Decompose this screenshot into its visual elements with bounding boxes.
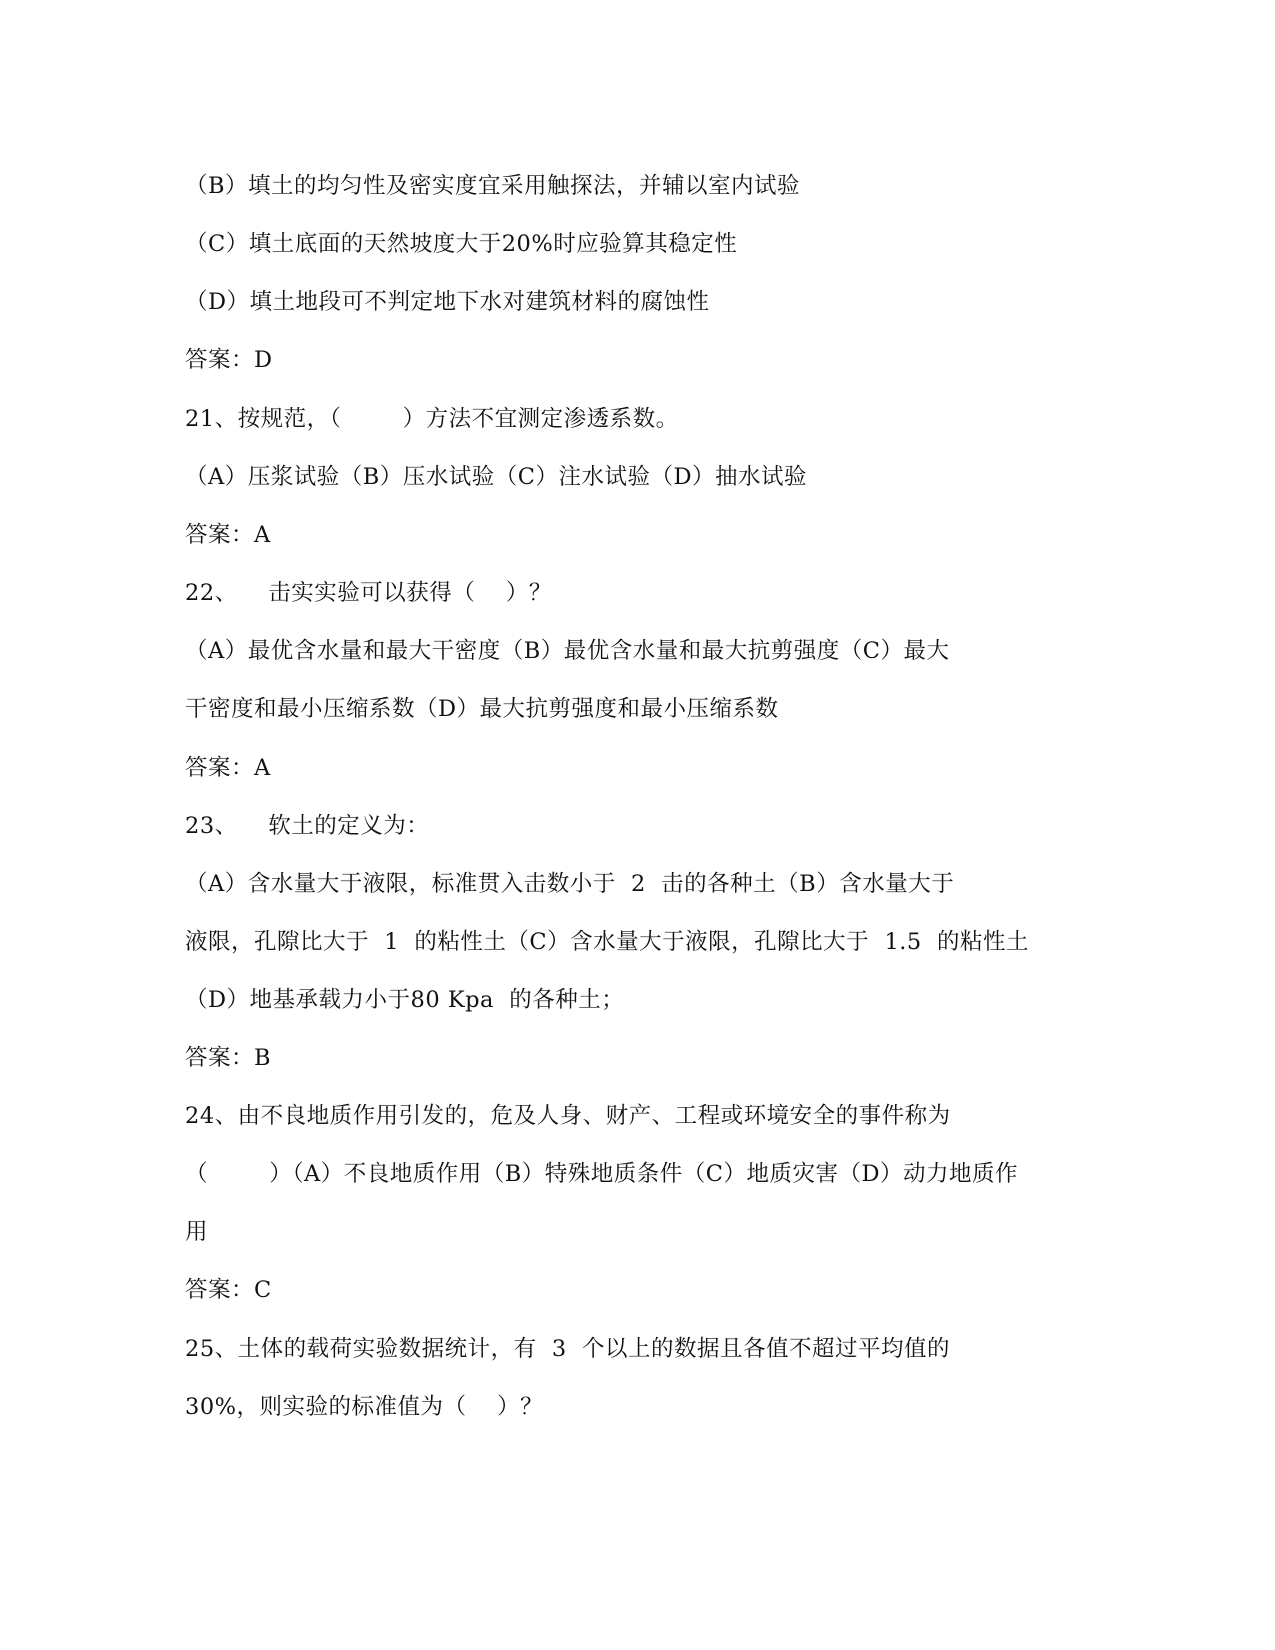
question-23-options-line-3: （D）地基承载力小于80 Kpa 的各种土； — [185, 987, 625, 1013]
question-25-line-2: 30%，则实验的标准值为（ ）？ — [185, 1394, 544, 1420]
question-21: 21、按规范，（ ）方法不宜测定渗透系数。 — [185, 406, 679, 432]
question-24-options-line-2: 用 — [185, 1219, 209, 1245]
answer-line-20: 答案：D — [185, 347, 273, 373]
answer-line-24: 答案：C — [185, 1277, 272, 1303]
question-24-options-line-1: （ ）（A）不良地质作用（B）特殊地质条件（C）地质灾害（D）动力地质作 — [185, 1161, 1019, 1187]
option-line-b-fill-uniformity: （B）填土的均匀性及密实度宜采用触探法，并辅以室内试验 — [185, 173, 801, 199]
question-23: 23、 软土的定义为： — [185, 813, 430, 839]
answer-line-23: 答案：B — [185, 1045, 272, 1071]
question-25-line-1: 25、土体的载荷实验数据统计，有 3 个以上的数据且各值不超过平均值的 — [185, 1336, 951, 1362]
option-line-d-groundwater: （D）填土地段可不判定地下水对建筑材料的腐蚀性 — [185, 289, 710, 315]
answer-line-22: 答案：A — [185, 755, 271, 781]
option-line-c-fill-slope: （C）填土底面的天然坡度大于20%时应验算其稳定性 — [185, 231, 738, 257]
question-21-options: （A）压浆试验（B）压水试验（C）注水试验（D）抽水试验 — [185, 464, 808, 490]
question-22-options-line-1: （A）最优含水量和最大干密度（B）最优含水量和最大抗剪强度（C）最大 — [185, 638, 950, 664]
question-23-options-line-2: 液限，孔隙比大于 1 的粘性土（C）含水量大于液限，孔隙比大于 1.5 的粘性土 — [185, 929, 1030, 955]
question-22: 22、 击实实验可以获得（ ）？ — [185, 580, 552, 606]
answer-line-21: 答案：A — [185, 522, 271, 548]
question-22-options-line-2: 干密度和最小压缩系数（D）最大抗剪强度和最小压缩系数 — [185, 696, 779, 722]
question-23-options-line-1: （A）含水量大于液限，标准贯入击数小于 2 击的各种土（B）含水量大于 — [185, 871, 955, 897]
question-24: 24、由不良地质作用引发的，危及人身、财产、工程或环境安全的事件称为 — [185, 1103, 951, 1129]
